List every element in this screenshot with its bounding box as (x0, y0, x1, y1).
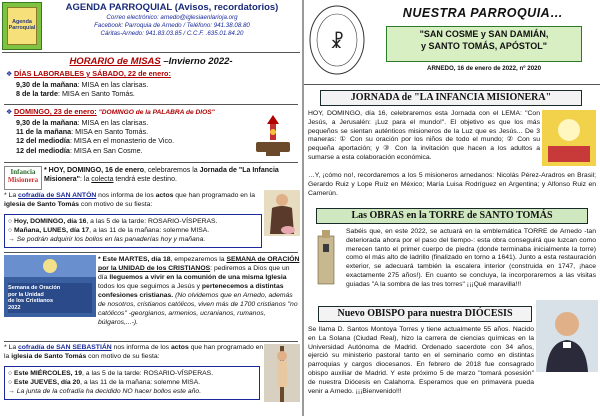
header-facebook: Facebook: Parroquia de Arnedo / Teléfono: 941.38.08.80 (94, 21, 250, 29)
poster-line: 2022 (8, 305, 21, 312)
right-page (304, 0, 600, 416)
agenda-logo (2, 2, 42, 50)
poster-line: de los Cristianos (8, 298, 54, 305)
mass-time: 9,30 de la mañana (16, 117, 78, 127)
section-divider (4, 252, 298, 253)
event-note (8, 235, 258, 244)
tower-image (308, 228, 344, 286)
section-divider (4, 341, 298, 342)
mass-time: 12 del mediodía (16, 136, 70, 146)
schedule-sunday-title: DOMINGO, 23 de enero: (14, 107, 97, 116)
cofradia-san-anton (4, 192, 264, 210)
arrow-icon: → (8, 388, 17, 396)
obispo-section-title: Nuevo OBISPO para nuestra DIÓCESIS (318, 306, 532, 322)
cofradia-text: nos informa de los (111, 344, 171, 351)
bishop-photo (536, 300, 598, 372)
mass-item (16, 136, 246, 145)
circle-icon: ○ (8, 218, 14, 225)
cofradia-text: con motivo de su fiesta: (79, 200, 153, 208)
mass-place: : MISA en el monasterio de Vico. (69, 136, 175, 146)
logo-line2: Parroquial (8, 25, 36, 31)
circle-icon: ○ (8, 227, 14, 235)
unity-week-announcement (98, 256, 300, 328)
cofradia-text: que han programado en la (173, 192, 256, 199)
event-note (8, 387, 256, 396)
parish-name-line1: "SAN COSME y SAN DAMIÁN, (419, 29, 549, 39)
header-divider (2, 52, 300, 53)
infancia-announcement (44, 166, 300, 184)
horario-title-main: HORARIO de MISAS (69, 56, 161, 67)
mass-place: : MISA en las clarisas. (77, 117, 149, 127)
martes-text: : pediremos a Dios que un día (98, 264, 290, 281)
schedule-weekdays-title: DÍAS LABORABLES y SÁBADO, 22 de enero: (14, 69, 171, 78)
diamond-icon: ❖ (6, 109, 13, 116)
infancia-jornada: Jornada de "La Infancia Misionera" (44, 167, 279, 184)
cofradia-text: * La (4, 344, 18, 351)
parish-seal (308, 4, 366, 76)
parish-name-box (386, 26, 582, 62)
infancia-text: : la (80, 176, 92, 184)
circle-icon: ○ (8, 379, 14, 387)
horario-title (4, 56, 298, 68)
event-note-text: Se podrán adquirir los bollos en las panaderías hoy y mañana. (16, 236, 206, 244)
mass-place: : MISA en Santo Tomás. (71, 126, 149, 136)
infancia-logo-line1: Infancia (10, 168, 36, 176)
poster-line: Semana de Oración (8, 285, 61, 291)
mass-item (16, 89, 298, 98)
event-date: Este MIÉRCOLES, 19 (14, 370, 82, 377)
section-divider (4, 162, 298, 163)
mass-time: 9,30 de la mañana (16, 79, 78, 89)
schedule-weekdays (6, 70, 298, 98)
martes-week: SEMANA de ORACIÓN por la UNIDAD de los CRISTIANOS (98, 256, 300, 272)
obras-section-title: Las OBRAS en la TORRE de SANTO TOMÁS (316, 208, 588, 224)
schedule-sunday-subtitle: "DOMINGO de la PALABRA de DIOS" (96, 109, 215, 116)
event-detail: , a las 11 de la mañana: solemne MISA. (89, 227, 210, 235)
agenda-logo-inner (7, 7, 37, 45)
diamond-icon: ❖ (6, 71, 13, 78)
mass-item (16, 118, 246, 127)
san-sebastian-image (264, 344, 300, 402)
event-date: Mañana, LUNES, día 17 (14, 227, 90, 235)
event-detail: , a las 5 de la tarde: ROSARIO-VÍSPERAS. (86, 218, 218, 225)
mass-place: : MISA en San Cosme. (69, 145, 143, 155)
agenda-header (46, 2, 298, 39)
poster-line: por la Unidad (8, 291, 44, 298)
martes-bold: lleguemos a vivir en la comunión de una misma Iglesia (109, 273, 287, 281)
mass-time: 11 de la mañana (16, 126, 72, 136)
infancia-poster (542, 110, 596, 166)
svg-text:☧: ☧ (329, 32, 345, 52)
header-divider (304, 84, 600, 85)
mass-item (16, 80, 298, 89)
header-email: Correo electrónico: arnedo@iglesiaenlarioja.org (106, 13, 238, 21)
mass-item (16, 127, 246, 136)
cofradia-church: iglesia de Santo Tomás (11, 352, 87, 360)
unity-poster-text (8, 285, 94, 312)
infancia-colecta: colecta (91, 176, 114, 184)
cofradia-san-sebastian (4, 344, 266, 362)
jornada-section-title: JORNADA de "LA INFANCIA MISIONERA" (320, 90, 582, 106)
schedule-divider (4, 104, 298, 105)
header-caritas: Cáritas-Arnedo: 941.83.03.85 / C.C.F. .635.01.84.20 (100, 30, 244, 38)
mass-item (16, 146, 246, 155)
jornada-missionaries: …Y, ¡cómo no!, recordaremos a los 5 misioneros arnedanos: Nicolás Pérez-Aradros en Brasil; Gerardo Ruiz y Lope Ruiz en México; María Luisa Rodríguez en Argentina; y Alfonso Ruiz en Camerún. (308, 172, 596, 197)
cofradia-text: actos (170, 344, 189, 351)
event-detail: , a las 11 de la mañana: solemne MISA. (80, 379, 201, 387)
infancia-text: tendrá este destino. (113, 176, 177, 184)
cofradia-church: iglesia de Santo Tomás (4, 200, 80, 208)
martes-date: * Este MARTES, día 18 (98, 256, 171, 263)
jornada-text: HOY, DOMINGO, día 16, celebraremos esta Jornada con el LEMA: "Con Jesús, a Jerusalén: ¡Luz para el mundo!". El objetivo es que los más pequeños se sientan auténticos misioneros de la Luz que es Jesús... De 3 maneras: ① Con su oración por los niños de todo el mundo; ② Con su pequeña aportación; y ③ Con la invitación que hacen a los adultos a sumarse a esta colaboración económica. (308, 110, 540, 162)
martes-bold: pertenecemos a distintas confesiones cristianas. (98, 282, 284, 299)
circle-icon: ○ (8, 370, 14, 377)
martes-italic: (No olvidemos que en Arnedo, además de nosotros, cristianos católicos, viven más de 1700 cristianos "no católicos" -georgianos, armenios, ucranianos, rumanos, búlgaros,...-). (98, 291, 298, 326)
infancia-misionera-logo (4, 166, 42, 190)
obras-text: Sabéis que, en este 2022, se actuará en la emblemática TORRE de Arnedo -tan deteriorada ahora por el paso del tiempo-: esta obra conseguirá que luzcan como merecen tanto el primer cuerpo de piedra (donde terminaba inicialmente la torre) como el más alto de ladrillo (finalizado en torno a 1641). Junto a esta restauración exterior, se adecuará también la escalera interior (construida en 1747, ¡hace exactamente 275 años!). En cuanto se concluya, la incorporaremos a las visitas guiadas "A la sombra de las tres torres" ¡¡¡Qué maravilla!!! (346, 228, 596, 288)
agenda-title: AGENDA PARROQUIAL (Avisos, recordatorios) (65, 2, 279, 13)
cofradia-text: con motivo de su fiesta: (86, 352, 160, 360)
event-line (8, 369, 256, 378)
san-anton-events-box (4, 214, 262, 248)
martes-text: todos los que seguimos a Jesús y (98, 282, 202, 290)
san-sebastian-events-box (4, 366, 260, 400)
cofradia-name: cofradía de SAN SEBASTIÁN (17, 344, 112, 351)
logo-line1: Agenda (12, 19, 32, 26)
cofradia-text: actos (155, 192, 174, 199)
mass-time: 8 de la tarde (16, 88, 58, 98)
event-line (8, 378, 256, 387)
cofradia-text: * La (4, 192, 18, 199)
event-note-text: La junta de la cofradía ha decidido NO hacer bollos este año. (16, 388, 202, 396)
arrow-icon: → (8, 236, 17, 244)
event-line (8, 226, 258, 235)
parish-name-line2: y SANTO TOMÁS, APÓSTOL" (421, 40, 547, 51)
newsletter-title: NUESTRA PARROQUIA… (402, 6, 564, 20)
cofradia-name: cofradía de SAN ANTÓN (17, 192, 97, 199)
mass-time: 12 del mediodía (16, 145, 70, 155)
infancia-date: * HOY, DOMINGO, 16 de enero (44, 167, 144, 174)
liturgy-illustration (248, 112, 298, 158)
schedule-sunday (6, 108, 246, 155)
cofradia-text: nos informa de los (96, 192, 156, 199)
san-anton-image (264, 190, 300, 236)
infancia-text: , celebraremos la (143, 167, 200, 174)
event-date: Este JUEVES, día 20 (14, 379, 81, 387)
horario-title-rest: –Invierno 2022- (160, 56, 233, 67)
event-date: Hoy, DOMINGO, día 16 (14, 218, 87, 225)
infancia-logo-line2: Misionera (7, 175, 39, 184)
mass-place: : MISA en Santo Tomás. (57, 88, 135, 98)
issue-date: ARNEDO, 16 de enero de 2022, nº 2020 (426, 65, 542, 72)
event-detail: , a las 5 de la tarde: ROSARIO-VÍSPERAS. (82, 370, 214, 377)
obispo-text: Se llama D. Santos Montoya Torres y tiene actualmente 55 años. Nacido en La Solana (Ciudad Real), hizo la carrera de ciencias químicas en la Universidad Autónoma de Madrid. Ordenado sacerdote con 34 años, ejerció su ministerio pastoral tanto en el seminario como en distintas parroquias y cargos diocesanos. En febrero de 2018 fue consagrado obispo auxiliar de Madrid. Y este próximo 5 de marzo "tomará posesión" de nuestra Diócesis en Calahorra. Esperamos que en primavera pueda venir a Arnedo. ¡¡¡Bienvenido!!! (308, 326, 534, 395)
mass-place: : MISA en las clarisas. (77, 79, 149, 89)
cofradia-text: que han programado en la (4, 344, 264, 360)
martes-text: , empezaremos la (170, 256, 227, 263)
event-line (8, 217, 258, 226)
